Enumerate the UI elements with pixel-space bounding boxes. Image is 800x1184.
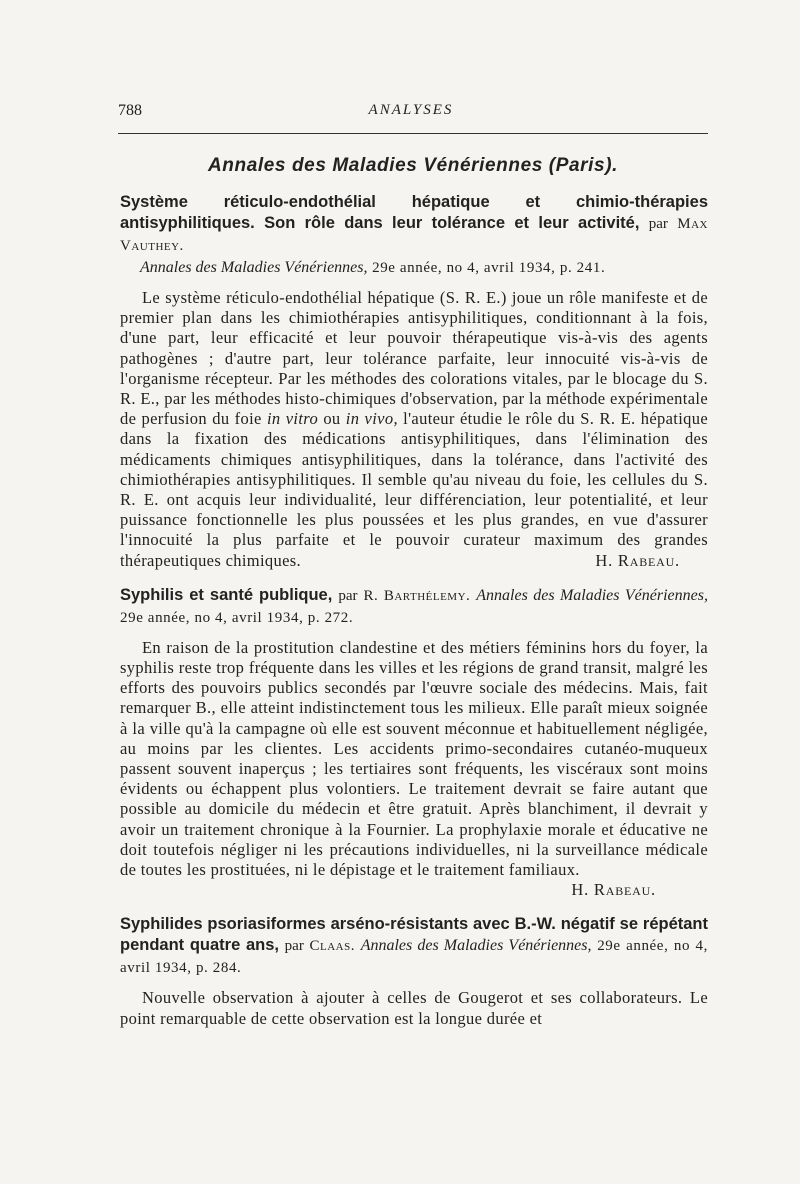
article-1-italic-in-vitro: in vitro	[266, 409, 319, 429]
article-1-italic-in-vivo: in vivo,	[345, 409, 398, 429]
page-number: 788	[118, 102, 142, 119]
article-2	[120, 585, 708, 901]
article-2-title: Syphilis et santé publique,	[120, 585, 333, 604]
article-1-body-part-1: Le système réticulo-endothélial hépatique (S. R. E.) joue un rôle manifeste et de premier plan dans les chimiothérapies antisyphilitiques, conditionnant à la fois, d'une part, leur efficacité et leur pouvoir thérapeutique vis-à-vis des agents pathogènes ; d'autre part, leur tolérance parfaite, leur innocuité vis-à-vis de l'organisme récepteur. Par les méthodes des colorations vitales, par le blocage du S. R. E., par les méthodes histo-chimiques d'observation, par la méthode expérimentale de perfusion du foie	[120, 288, 708, 429]
article-3-citation: 29e année, no 4, avril 1934, p. 284.	[120, 938, 708, 977]
article-3-body: Nouvelle observation à ajouter à celles de Gougerot et ses collaborateurs. Le point remarquable de cette observation est la longue durée et	[120, 988, 708, 1028]
running-title: ANALYSES	[368, 102, 454, 118]
article-1-by: par	[648, 216, 668, 232]
article-3-by: par	[284, 938, 304, 955]
article-3-title: Syphilides psoriasiformes arséno-résistants avec B.-W. négatif se répétant pendant quatre ans,	[120, 915, 708, 955]
article-2-body: En raison de la prostitution clandestine et des métiers féminins hors du foyer, la syphilis reste trop fréquente dans les villes et les régions de grand transit, malgré les efforts des pouvoirs publics secondés par l'œuvre sociale des médecins. Mais, fait remarquer B., elle atteint indistinctement tous les milieux. Elle paraît mieux soignée à la ville qu'à la campagne où elle est souvent méconnue et habituellement négligée, au moins par les clientes. Les accidents primo-secondaires cutanéo-muqueux passent souvent inaperçus ; les tertiaires sont fréquents, les viscéraux sont moins évidents ou échappent plus volontiers. Le traitement devrait se faire autant que possible au domicile du médecin et être gratuit. Après blanchiment, il devrait y avoir un traitement chronique à la Fournier. La prophylaxie morale et éducative ne doit toutefois négliger ni les précautions individuelles, ni la surveillance médicale de toutes les prostituées, ni le dépistage et le traitement familiaux.	[120, 637, 708, 880]
article-2-abstract	[120, 638, 708, 901]
article-1-author: Max Vauthey.	[120, 216, 708, 254]
article-3-journal: Annales des Maladies Vénériennes,	[360, 937, 592, 955]
article-2-signature: H. Rabeau.	[571, 880, 656, 900]
article-1-heading	[120, 192, 708, 279]
article-1-source	[120, 257, 708, 279]
article-3-abstract	[120, 988, 708, 1028]
running-head	[118, 102, 704, 126]
article-2-citation: 29e année, no 4, avril 1934, p. 272.	[120, 609, 354, 626]
article-1-citation: 29e année, no 4, avril 1934, p. 241.	[372, 260, 606, 276]
article-1-signature: H. Rabeau.	[595, 550, 680, 570]
journal-section-heading: Annales des Maladies Vénériennes (Paris).	[207, 155, 619, 176]
article-1-body-part-2: l'auteur étudie le rôle du S. R. E. hépatique dans la fixation des médications antisyphilitiques, dans l'élimination des médicaments chimiques antisyphilitiques, dans la tolérance, dans l'activité des chimiothérapies antisyphilitiques. Il semble qu'au niveau du foie, les cellules du S. R. E. ont acquis leur individualité, leur différenciation, leur potentialité, et leur puissance fonctionnelle les plus poussées et les plus grandes, en vue d'assurer l'innocuité la plus parfaite et le pouvoir curateur maximum des grandes thérapeutiques chimiques.	[120, 409, 709, 570]
article-1-journal: Annales des Maladies Vénériennes,	[140, 259, 368, 276]
article-2-by: par	[338, 587, 358, 604]
article-3-author: Claas.	[309, 938, 355, 955]
header-rule	[118, 133, 708, 134]
article-2-heading	[120, 585, 708, 629]
article-3	[120, 914, 708, 1028]
article-3-heading	[120, 914, 708, 979]
article-2-journal: Annales des Maladies Vénériennes,	[476, 586, 708, 604]
article-1	[120, 192, 708, 571]
article-2-author: R. Barthélemy.	[363, 587, 471, 604]
text-column	[120, 192, 708, 1043]
article-1-body-or: ou	[323, 409, 341, 429]
article-1-title: Système réticulo-endothélial hépatique et chimio-thérapies antisyphilitiques. Son rôle dans leur tolérance et leur activité,	[120, 193, 708, 232]
article-1-abstract	[120, 288, 708, 571]
